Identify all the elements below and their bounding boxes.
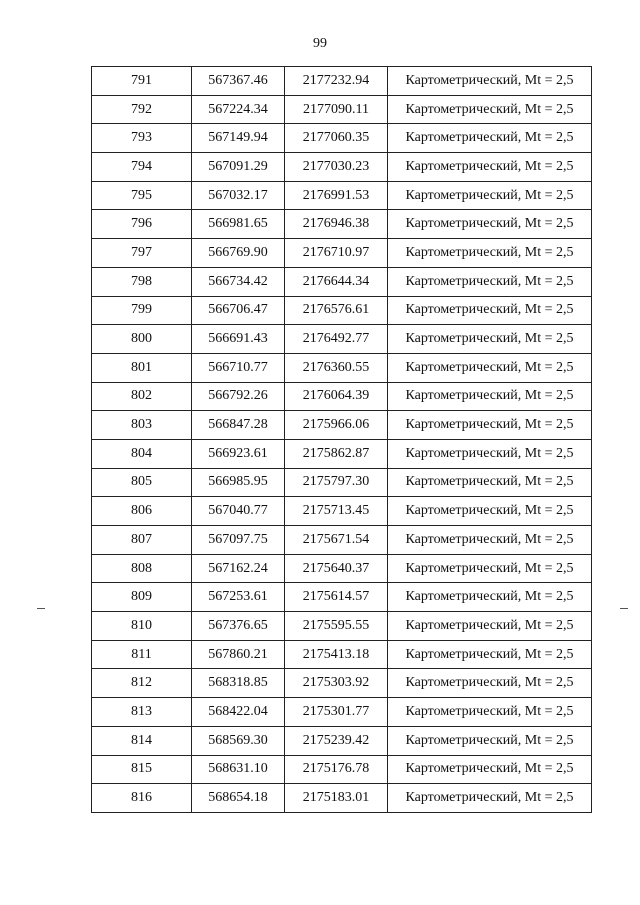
table-row (92, 181, 592, 210)
method-cell: Картометрический, Mt = 2,5 (388, 784, 592, 813)
point-number-cell: 813 (92, 698, 192, 727)
x-coordinate-cell: 568318.85 (192, 669, 285, 698)
table-row (92, 353, 592, 382)
table-row (92, 554, 592, 583)
point-number-cell: 791 (92, 67, 192, 96)
point-number-cell: 810 (92, 612, 192, 641)
point-number-cell: 802 (92, 382, 192, 411)
table-row (92, 497, 592, 526)
table-row (92, 296, 592, 325)
x-coordinate-cell: 568569.30 (192, 726, 285, 755)
y-coordinate-cell: 2175413.18 (285, 640, 388, 669)
method-cell: Картометрический, Mt = 2,5 (388, 411, 592, 440)
y-coordinate-cell: 2175176.78 (285, 755, 388, 784)
x-coordinate-cell: 566706.47 (192, 296, 285, 325)
point-number-cell: 811 (92, 640, 192, 669)
y-coordinate-cell: 2175671.54 (285, 526, 388, 555)
table-row (92, 468, 592, 497)
y-coordinate-cell: 2177232.94 (285, 67, 388, 96)
table-row (92, 153, 592, 182)
method-cell: Картометрический, Mt = 2,5 (388, 698, 592, 727)
point-number-cell: 799 (92, 296, 192, 325)
y-coordinate-cell: 2175595.55 (285, 612, 388, 641)
table-row (92, 67, 592, 96)
x-coordinate-cell: 566847.28 (192, 411, 285, 440)
x-coordinate-cell: 566985.95 (192, 468, 285, 497)
table-row (92, 439, 592, 468)
point-number-cell: 795 (92, 181, 192, 210)
x-coordinate-cell: 566734.42 (192, 267, 285, 296)
point-number-cell: 792 (92, 95, 192, 124)
method-cell: Картометрический, Mt = 2,5 (388, 67, 592, 96)
table-row (92, 124, 592, 153)
y-coordinate-cell: 2175797.30 (285, 468, 388, 497)
method-cell: Картометрический, Mt = 2,5 (388, 239, 592, 268)
table-row (92, 210, 592, 239)
method-cell: Картометрический, Mt = 2,5 (388, 353, 592, 382)
x-coordinate-cell: 567040.77 (192, 497, 285, 526)
table-row (92, 95, 592, 124)
x-coordinate-cell: 567162.24 (192, 554, 285, 583)
coordinates-table-body (92, 67, 592, 813)
table-row (92, 583, 592, 612)
point-number-cell: 794 (92, 153, 192, 182)
method-cell: Картометрический, Mt = 2,5 (388, 439, 592, 468)
point-number-cell: 800 (92, 325, 192, 354)
method-cell: Картометрический, Mt = 2,5 (388, 210, 592, 239)
y-coordinate-cell: 2175301.77 (285, 698, 388, 727)
table-row (92, 669, 592, 698)
x-coordinate-cell: 567253.61 (192, 583, 285, 612)
point-number-cell: 798 (92, 267, 192, 296)
table-row (92, 239, 592, 268)
method-cell: Картометрический, Mt = 2,5 (388, 554, 592, 583)
x-coordinate-cell: 567376.65 (192, 612, 285, 641)
margin-mark-right (620, 608, 628, 609)
y-coordinate-cell: 2176644.34 (285, 267, 388, 296)
method-cell: Картометрический, Mt = 2,5 (388, 526, 592, 555)
point-number-cell: 809 (92, 583, 192, 612)
method-cell: Картометрический, Mt = 2,5 (388, 583, 592, 612)
y-coordinate-cell: 2175614.57 (285, 583, 388, 612)
x-coordinate-cell: 566691.43 (192, 325, 285, 354)
x-coordinate-cell: 567860.21 (192, 640, 285, 669)
y-coordinate-cell: 2176710.97 (285, 239, 388, 268)
point-number-cell: 812 (92, 669, 192, 698)
table-row (92, 382, 592, 411)
y-coordinate-cell: 2177090.11 (285, 95, 388, 124)
y-coordinate-cell: 2177060.35 (285, 124, 388, 153)
margin-mark-left (37, 608, 45, 609)
table-row (92, 698, 592, 727)
x-coordinate-cell: 567097.75 (192, 526, 285, 555)
method-cell: Картометрический, Mt = 2,5 (388, 124, 592, 153)
point-number-cell: 796 (92, 210, 192, 239)
y-coordinate-cell: 2176492.77 (285, 325, 388, 354)
point-number-cell: 793 (92, 124, 192, 153)
method-cell: Картометрический, Mt = 2,5 (388, 153, 592, 182)
y-coordinate-cell: 2175239.42 (285, 726, 388, 755)
method-cell: Картометрический, Mt = 2,5 (388, 755, 592, 784)
method-cell: Картометрический, Mt = 2,5 (388, 267, 592, 296)
x-coordinate-cell: 568631.10 (192, 755, 285, 784)
method-cell: Картометрический, Mt = 2,5 (388, 497, 592, 526)
coordinates-table (91, 66, 592, 813)
point-number-cell: 804 (92, 439, 192, 468)
method-cell: Картометрический, Mt = 2,5 (388, 296, 592, 325)
method-cell: Картометрический, Mt = 2,5 (388, 726, 592, 755)
point-number-cell: 807 (92, 526, 192, 555)
x-coordinate-cell: 566769.90 (192, 239, 285, 268)
page-number: 99 (313, 36, 327, 51)
y-coordinate-cell: 2175713.45 (285, 497, 388, 526)
point-number-cell: 797 (92, 239, 192, 268)
method-cell: Картометрический, Mt = 2,5 (388, 325, 592, 354)
y-coordinate-cell: 2175640.37 (285, 554, 388, 583)
y-coordinate-cell: 2176946.38 (285, 210, 388, 239)
x-coordinate-cell: 566710.77 (192, 353, 285, 382)
point-number-cell: 808 (92, 554, 192, 583)
x-coordinate-cell: 566981.65 (192, 210, 285, 239)
point-number-cell: 805 (92, 468, 192, 497)
y-coordinate-cell: 2176064.39 (285, 382, 388, 411)
x-coordinate-cell: 567149.94 (192, 124, 285, 153)
x-coordinate-cell: 568422.04 (192, 698, 285, 727)
point-number-cell: 815 (92, 755, 192, 784)
x-coordinate-cell: 567367.46 (192, 67, 285, 96)
table-row (92, 325, 592, 354)
table-row (92, 411, 592, 440)
x-coordinate-cell: 567091.29 (192, 153, 285, 182)
y-coordinate-cell: 2175966.06 (285, 411, 388, 440)
method-cell: Картометрический, Mt = 2,5 (388, 640, 592, 669)
method-cell: Картометрический, Mt = 2,5 (388, 669, 592, 698)
x-coordinate-cell: 566792.26 (192, 382, 285, 411)
y-coordinate-cell: 2176360.55 (285, 353, 388, 382)
x-coordinate-cell: 567032.17 (192, 181, 285, 210)
table-row (92, 526, 592, 555)
point-number-cell: 803 (92, 411, 192, 440)
y-coordinate-cell: 2175303.92 (285, 669, 388, 698)
method-cell: Картометрический, Mt = 2,5 (388, 468, 592, 497)
table-row (92, 784, 592, 813)
point-number-cell: 814 (92, 726, 192, 755)
table-row (92, 612, 592, 641)
method-cell: Картометрический, Mt = 2,5 (388, 95, 592, 124)
point-number-cell: 801 (92, 353, 192, 382)
y-coordinate-cell: 2176991.53 (285, 181, 388, 210)
method-cell: Картометрический, Mt = 2,5 (388, 612, 592, 641)
table-row (92, 755, 592, 784)
table-row (92, 267, 592, 296)
point-number-cell: 806 (92, 497, 192, 526)
y-coordinate-cell: 2175183.01 (285, 784, 388, 813)
x-coordinate-cell: 566923.61 (192, 439, 285, 468)
x-coordinate-cell: 568654.18 (192, 784, 285, 813)
y-coordinate-cell: 2177030.23 (285, 153, 388, 182)
table-row (92, 726, 592, 755)
x-coordinate-cell: 567224.34 (192, 95, 285, 124)
method-cell: Картометрический, Mt = 2,5 (388, 382, 592, 411)
table-row (92, 640, 592, 669)
y-coordinate-cell: 2176576.61 (285, 296, 388, 325)
method-cell: Картометрический, Mt = 2,5 (388, 181, 592, 210)
y-coordinate-cell: 2175862.87 (285, 439, 388, 468)
point-number-cell: 816 (92, 784, 192, 813)
